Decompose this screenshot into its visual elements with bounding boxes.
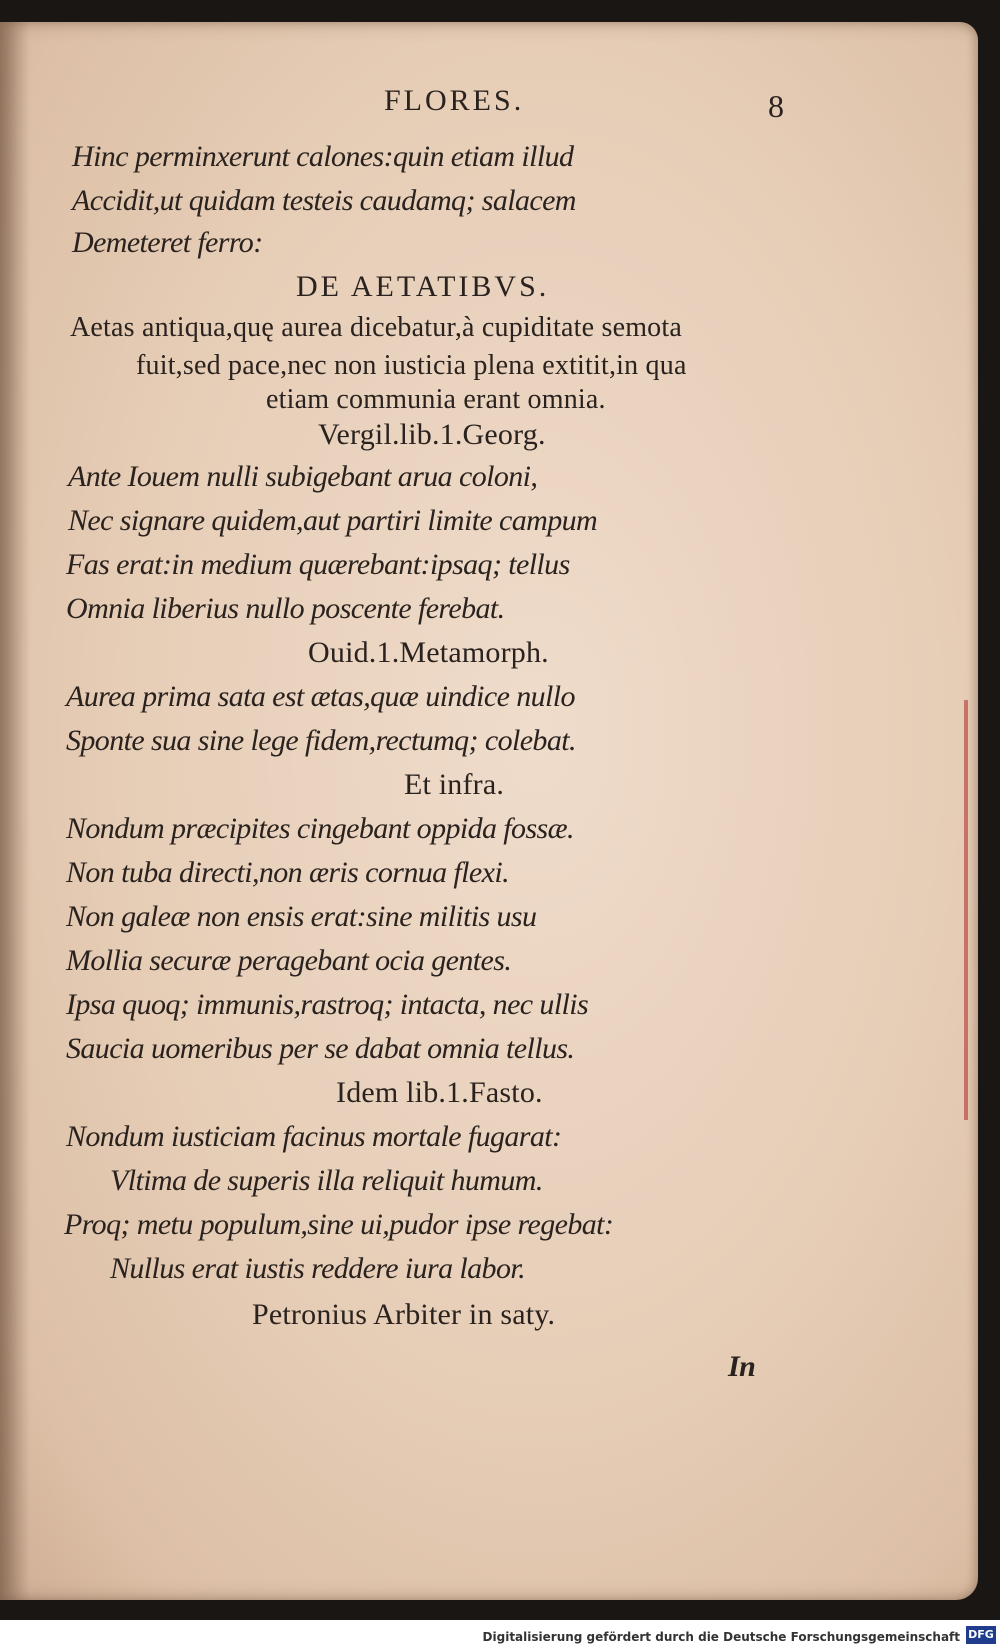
catchword: In xyxy=(728,1350,756,1383)
dfg-logo-icon: DFG xyxy=(966,1626,996,1644)
section-heading: DE AETATIBVS. xyxy=(296,270,550,303)
source-heading: Petronius Arbiter in saty. xyxy=(252,1298,556,1331)
text-line: Aetas antiqua,quę aurea dicebatur,à cupiditate semota xyxy=(70,312,682,343)
text-line: Fas erat:in medium quærebant:ipsaq; tellus xyxy=(66,548,570,581)
text-line: Demeteret ferro: xyxy=(72,226,263,259)
text-line: fuit,sed pace,nec non iusticia plena extitit,in qua xyxy=(136,350,687,381)
edge-mark xyxy=(964,700,968,1120)
text-line: Sponte sua sine lege fidem,rectumq; colebat. xyxy=(66,724,576,757)
source-heading: Ouid.1.Metamorph. xyxy=(308,636,549,669)
text-line: Nullus erat iustis reddere iura labor. xyxy=(110,1252,525,1285)
text-line: Non tuba directi,non æris cornua flexi. xyxy=(66,856,509,889)
funding-credit: Digitalisierung gefördert durch die Deutsche Forschungsgemeinschaft xyxy=(482,1630,960,1644)
text-line: Aurea prima sata est ætas,quæ uindice nullo xyxy=(66,680,575,713)
text-line: Nondum præcipites cingebant oppida fossæ. xyxy=(66,812,574,845)
text-line: Accidit,ut quidam testeis caudamq; salacem xyxy=(72,184,576,217)
text-line: Hinc perminxerunt calones:quin etiam illud xyxy=(72,140,574,173)
text-line: Omnia liberius nullo poscente ferebat. xyxy=(66,592,505,625)
source-heading: Idem lib.1.Fasto. xyxy=(336,1076,543,1109)
text-line: Mollia securæ peragebant ocia gentes. xyxy=(66,944,512,977)
text-line: Nondum iusticiam facinus mortale fugarat: xyxy=(66,1120,562,1153)
source-heading: Et infra. xyxy=(404,768,505,801)
page-gutter-shadow xyxy=(0,22,30,1600)
text-line: Nec signare quidem,aut partiri limite campum xyxy=(68,504,598,537)
text-line: Ipsa quoq; immunis,rastroq; intacta, nec ullis xyxy=(66,988,589,1021)
text-line: Non galeæ non ensis erat:sine militis usu xyxy=(66,900,537,933)
source-heading: Vergil.lib.1.Georg. xyxy=(318,418,546,451)
page-number: 8 xyxy=(768,88,785,124)
text-line: etiam communia erant omnia. xyxy=(266,384,606,415)
text-line: Saucia uomeribus per se dabat omnia tellus. xyxy=(66,1032,575,1065)
running-title: FLORES. xyxy=(384,84,525,117)
text-line: Proq; metu populum,sine ui,pudor ipse regebat: xyxy=(64,1208,614,1241)
text-line: Vltima de superis illa reliquit humum. xyxy=(110,1164,543,1197)
text-line: Ante Iouem nulli subigebant arua coloni, xyxy=(68,460,538,493)
